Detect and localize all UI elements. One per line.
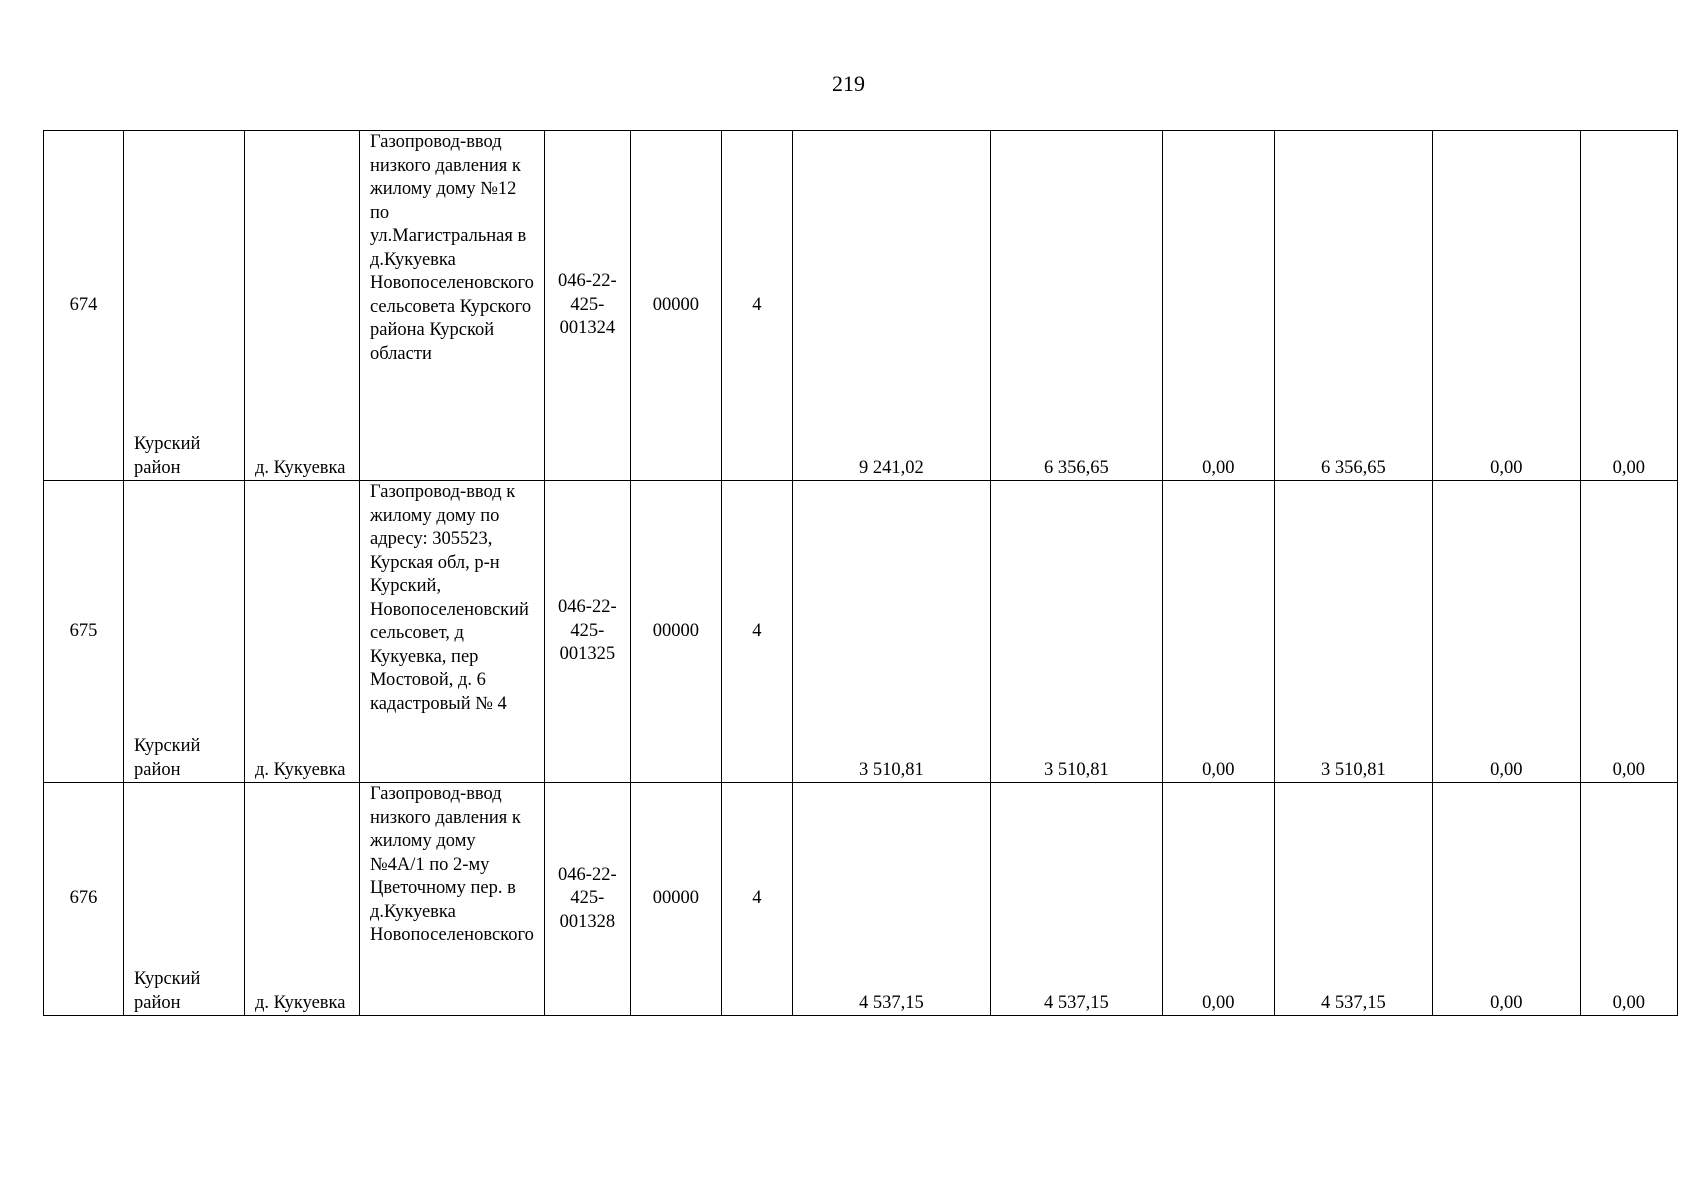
value-cell: 0,00 [1162,131,1274,481]
table-row [44,481,1678,783]
district-cell: Курский район [124,131,245,481]
value-cell: 0,00 [1580,131,1677,481]
category-cell: 4 [721,131,792,481]
value-cell: 4 537,15 [990,783,1162,1016]
object-name-cell: Газопровод-ввод низкого давления к жилому дому №12 по ул.Магистральная в д.Кукуевка Новопоселеновского сельсовета Курского района Курской области [360,131,545,481]
value-cell: 3 510,81 [1274,481,1432,783]
value-cell: 0,00 [1580,481,1677,783]
locality-cell: д. Кукуевка [245,131,360,481]
district-cell: Курский район [124,481,245,783]
code-cell: 00000 [630,131,721,481]
locality-cell: д. Кукуевка [245,783,360,1016]
category-cell: 4 [721,481,792,783]
row-number: 676 [44,783,124,1016]
object-name-cell: Газопровод-ввод к жилому дому по адресу: 305523, Курская обл, р-н Курский, Новопоселеновский сельсовет, д Кукуевка, пер Мостовой, д. 6 кадастровый № 4 [360,481,545,783]
table-row [44,131,1678,481]
value-cell: 4 537,15 [1274,783,1432,1016]
row-number: 674 [44,131,124,481]
code-cell: 00000 [630,481,721,783]
value-cell: 4 537,15 [792,783,990,1016]
value-cell: 0,00 [1162,481,1274,783]
category-cell: 4 [721,783,792,1016]
code-cell: 00000 [630,783,721,1016]
district-cell: Курский район [124,783,245,1016]
row-number: 675 [44,481,124,783]
value-cell: 9 241,02 [792,131,990,481]
value-cell: 3 510,81 [990,481,1162,783]
registry-table [43,130,1678,1016]
object-name-cell: Газопровод-ввод низкого давления к жилому дому №4А/1 по 2-му Цветочному пер. в д.Кукуевка Новопоселеновского [360,783,545,1016]
value-cell: 6 356,65 [990,131,1162,481]
table-row [44,783,1678,1016]
value-cell: 6 356,65 [1274,131,1432,481]
value-cell: 0,00 [1580,783,1677,1016]
cadastral-number-cell: 046-22-425-001328 [544,783,630,1016]
value-cell: 0,00 [1432,131,1580,481]
value-cell: 0,00 [1432,481,1580,783]
locality-cell: д. Кукуевка [245,481,360,783]
value-cell: 0,00 [1432,783,1580,1016]
value-cell: 3 510,81 [792,481,990,783]
cadastral-number-cell: 046-22-425-001324 [544,131,630,481]
page-number: 219 [832,71,865,96]
cadastral-number-cell: 046-22-425-001325 [544,481,630,783]
value-cell: 0,00 [1162,783,1274,1016]
